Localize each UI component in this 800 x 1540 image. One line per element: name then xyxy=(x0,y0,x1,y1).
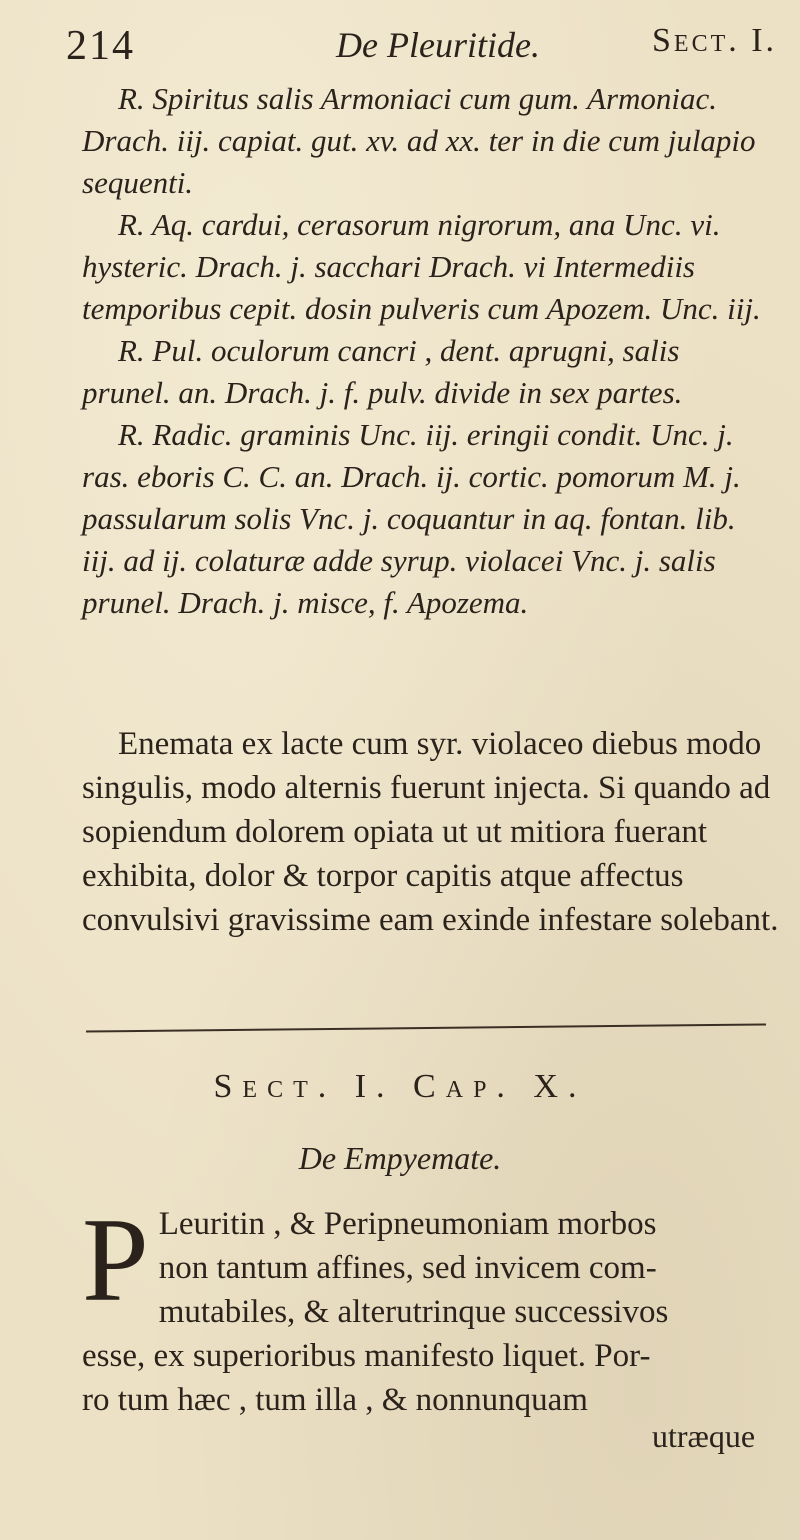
chapter-body xyxy=(82,1193,782,1422)
page-header xyxy=(0,22,800,72)
recipe-paragraph: R. Spiritus salis Armoniaci cum gum. Armoniac. Drach. iij. capiat. gut. xv. ad xx. ter in die cum julapio sequenti. xyxy=(82,81,756,200)
chapter-title: De Empyemate. xyxy=(298,1140,502,1176)
recipe-paragraph: R. Pul. oculorum cancri , dent. aprugni, salis prunel. an. Drach. j. f. pulv. divide in sex partes. xyxy=(82,333,683,410)
body-line: Leuritin , & Peripneumoniam morbos xyxy=(158,1206,657,1242)
chapter-heading: Sect. I. Cap. X. xyxy=(213,1068,587,1105)
drop-cap-initial: P xyxy=(82,1193,149,1326)
body-line: non tantum affines, sed invicem com- xyxy=(158,1250,657,1286)
running-title: De Pleuritide. xyxy=(336,25,540,65)
recipe-paragraph: R. Radic. graminis Unc. iij. eringii condit. Unc. j. ras. eboris C. C. an. Drach. ij. cortic. pomorum M. j. passularum solis Vnc. j. coquantur in aq. fontan. lib. iij. ad ij. colaturæ adde syrup. violacei Vnc. j. salis prunel. Drach. j. misce, f. Apozema. xyxy=(82,417,741,620)
recipe-paragraph: R. Aq. cardui, cerasorum nigrorum, ana Unc. vi. hysteric. Drach. j. sacchari Drach. vi Intermediis temporibus cepit. dosin pulveris cum Apozem. Unc. iij. xyxy=(82,207,761,326)
section-reference: Sect. I. xyxy=(652,22,778,59)
page-number: 214 xyxy=(66,23,135,69)
recipe-list xyxy=(82,78,762,624)
case-narrative: Enemata ex lacte cum syr. violaceo diebus modo singulis, modo alternis fuerunt injecta. Si quando ad sopiendum dolorem opiata ut ut mitiora fuerant exhibita, dolor & torpor capitis atque affectus convulsivi gravissime eam exinde infestare solebant. xyxy=(82,726,779,938)
body-line: ro tum hæc , tum illa , & nonnunquam xyxy=(82,1382,588,1418)
body-line: esse, ex superioribus manifesto liquet. Por- xyxy=(82,1338,651,1374)
catchword: utræque xyxy=(652,1418,756,1454)
section-divider-rule xyxy=(86,1023,766,1032)
body-line: mutabiles, & alterutrinque successivos xyxy=(158,1294,669,1330)
